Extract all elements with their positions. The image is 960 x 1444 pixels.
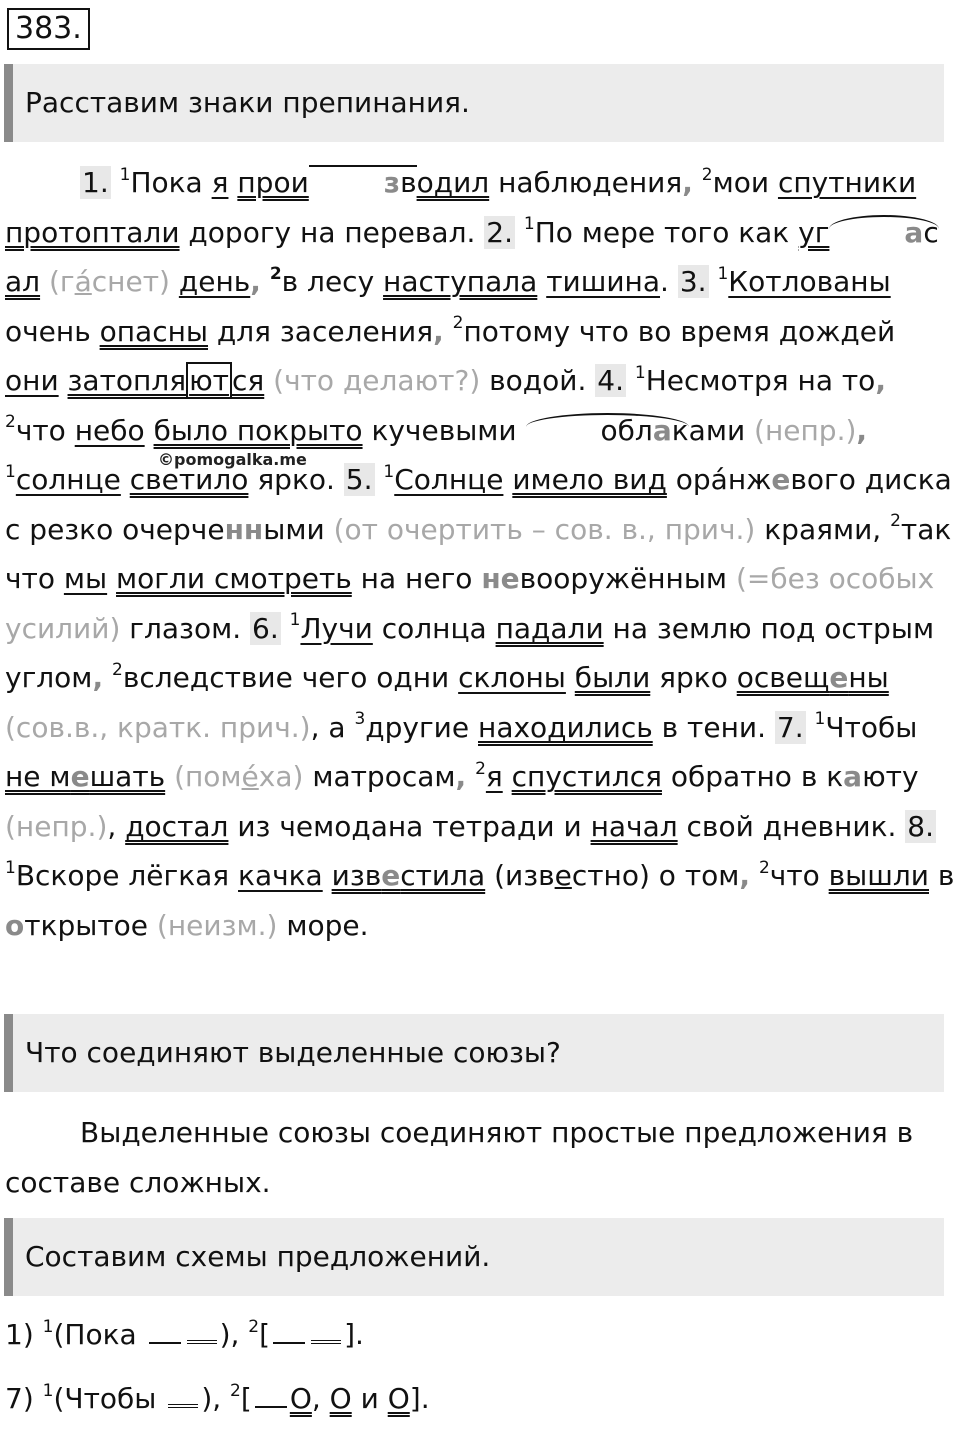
scheme-sup: 1	[42, 1316, 54, 1337]
scheme-sup: 2	[230, 1380, 241, 1401]
subject-blank	[149, 1322, 181, 1344]
scheme-7	[5, 1382, 430, 1415]
section-header-label: Расставим знаки препинания.	[25, 86, 470, 119]
scheme-1	[5, 1318, 364, 1351]
scheme-prefix: 7)	[5, 1382, 43, 1415]
scheme-text: ].	[409, 1382, 430, 1415]
scheme-text: и	[351, 1382, 388, 1415]
subject-blank	[255, 1386, 287, 1408]
homogeneous-predicate: О	[289, 1382, 312, 1415]
scheme-text: [	[240, 1382, 252, 1415]
exercise-text: 1. $^1$Пока я прои зводил наблюдения, $^2$мои спутники протоптали дорогу на перевал. 2. $^1$По мере того как уг асал (гáснет) день, $^2$в лесу наступала тишина. 3. $^1$Котлованы очень опасны для заселения, $^2$потому что во время дождей они затопля ют ся (что делают?) водой. 4. $^1$Несмотря на то, $^2$что небо было покрыто кучевыми облаками (непр.), $^1$солнце светило ярко. 5. $^1$Солнце имело вид орáнжевого диска с резко очерченными (от очертить – сов. в., прич.) краями, $^2$так что мы могли смотреть на него невооружённым (=без особых усилий) глазом. 6. $^1$Лучи солнца падали на землю под острым углом, $^2$вследствие чего одни склоны были ярко освещены (сов.в., кратк. прич.), а $^3$другие находились в тени. 7. $^1$Чтобы не мешать (помéха) матросам, $^2$я спустился обратно в каюту (непр.), достал из чемодана тетради и начал свой дневник. 8. $^1$Вскоре лёгкая качка известила (известно) о том, $^2$что вышли в открытое (неизм.) море.	[5, 164, 955, 942]
homogeneous-predicate: О	[329, 1382, 352, 1415]
answer-text: Выделенные союзы соединяют простые предложения в составе сложных.	[5, 1116, 914, 1199]
predicate-blank	[168, 1384, 198, 1408]
scheme-text: ].	[344, 1318, 364, 1351]
section-header-punctuation	[4, 64, 944, 142]
scheme-text: (Пока	[53, 1318, 146, 1351]
scheme-sup: 2	[248, 1316, 260, 1337]
scheme-prefix: 1)	[5, 1318, 43, 1351]
subject-blank	[273, 1322, 305, 1344]
exercise-number: 383.	[7, 8, 90, 50]
homogeneous-predicate: О	[387, 1382, 410, 1415]
scheme-text: [	[259, 1318, 271, 1351]
scheme-text: ),	[219, 1318, 249, 1351]
section-header-label: Что соединяют выделенные союзы?	[25, 1036, 561, 1069]
scheme-text: ),	[201, 1382, 231, 1415]
scheme-text: ,	[311, 1382, 330, 1415]
section-header-schemes	[4, 1218, 944, 1296]
predicate-blank	[311, 1320, 341, 1344]
predicate-blank	[187, 1320, 217, 1344]
scheme-sup: 1	[42, 1380, 54, 1401]
section-header-label: Составим схемы предложений.	[25, 1240, 491, 1273]
section-header-conjunctions	[4, 1014, 944, 1092]
watermark: ©pomogalka.me	[158, 450, 307, 469]
scheme-text: (Чтобы	[53, 1382, 166, 1415]
